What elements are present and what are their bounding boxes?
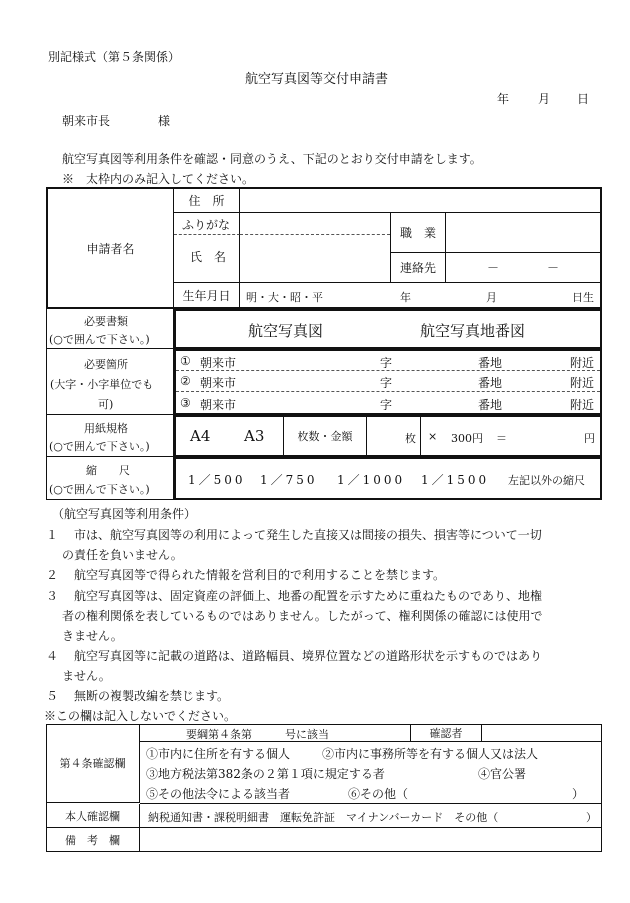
location-num: ① bbox=[180, 354, 191, 368]
location-num: ② bbox=[180, 374, 191, 388]
location-near: 附近 bbox=[570, 398, 595, 412]
name-label: 氏 名 bbox=[174, 235, 240, 283]
condition-text: 航空写真図等で得られた情報を営利目的で利用することを禁じます。 bbox=[74, 568, 446, 582]
art4-option-1: ①市内に住所を有する個人 bbox=[146, 747, 291, 761]
times-sign: × bbox=[428, 430, 438, 443]
contact-input[interactable]: － － bbox=[446, 253, 600, 283]
location-banchi: 番地 bbox=[478, 356, 503, 370]
address-label: 住 所 bbox=[174, 189, 240, 213]
condition-text: ません。 bbox=[62, 669, 111, 683]
form-ref: 別記様式（第５条関係） bbox=[48, 50, 181, 64]
location-city: 朝来市 bbox=[200, 356, 237, 370]
document-option-aerial[interactable]: 航空写真図 bbox=[248, 322, 324, 340]
condition-num: ５ bbox=[46, 689, 59, 703]
scale-option-500[interactable]: 1／500 bbox=[188, 473, 246, 487]
unit-price: 300円 bbox=[451, 432, 483, 445]
scale-option-1500[interactable]: 1／1500 bbox=[421, 473, 490, 487]
scale-label-cell bbox=[46, 457, 174, 500]
condition-text: 市は、航空写真図等の利用によって発生した直接又は間接の損失、損害等について一切 bbox=[74, 528, 542, 542]
yen-unit: 円 bbox=[584, 432, 595, 445]
paper-option-a3[interactable]: A3 bbox=[244, 427, 265, 445]
form-title: 航空写真図等交付申請書 bbox=[245, 72, 389, 87]
paper-instruction: (○で囲んで下さい。) bbox=[49, 440, 150, 453]
date-day: 日 bbox=[577, 92, 590, 106]
art4-header: 要綱第４条第 号に該当 bbox=[186, 728, 329, 741]
paper-label: 用紙規格 bbox=[84, 422, 128, 435]
location-row[interactable] bbox=[176, 351, 600, 371]
art4-option-3: ③地方税法第382条の２第１項に規定する者 bbox=[146, 767, 385, 781]
occupation-label: 職 業 bbox=[390, 213, 446, 253]
condition-num: ４ bbox=[46, 649, 59, 663]
date-month: 月 bbox=[538, 92, 551, 106]
condition-text: きません。 bbox=[62, 629, 123, 643]
documents-label: 必要書類 bbox=[84, 315, 128, 328]
location-near: 附近 bbox=[570, 376, 595, 390]
scale-option-other[interactable]: 左記以外の縮尺 bbox=[508, 474, 585, 487]
addressee: 朝来市長 様 bbox=[62, 114, 171, 128]
locations-instruction-2: 可) bbox=[98, 398, 114, 411]
locations-label-cell bbox=[46, 349, 174, 415]
location-aza: 字 bbox=[380, 356, 393, 370]
contact-label: 連絡先 bbox=[390, 253, 446, 283]
location-city: 朝来市 bbox=[200, 376, 237, 390]
art4-option-6: ⑥その他（ bbox=[348, 787, 409, 801]
date-year: 年 bbox=[497, 92, 510, 106]
condition-num: １ bbox=[46, 528, 59, 542]
documents-frame bbox=[174, 309, 602, 349]
condition-text: 航空写真図等は、固定資産の評価上、地番の配置を示すために重ねたものであり、地権 bbox=[74, 589, 543, 603]
name-input[interactable] bbox=[240, 235, 390, 283]
art4-option-5: ⑤その他法令による該当者 bbox=[146, 787, 291, 801]
furigana-input[interactable] bbox=[240, 213, 390, 235]
location-banchi: 番地 bbox=[478, 376, 503, 390]
office-use-note: ※この欄は記入しないでください。 bbox=[44, 709, 237, 723]
locations-label: 必要箇所 bbox=[84, 358, 128, 371]
location-city: 朝来市 bbox=[200, 398, 237, 412]
sheets-unit: 枚 bbox=[405, 432, 416, 445]
occupation-input[interactable] bbox=[446, 213, 600, 253]
scale-option-750[interactable]: 1／750 bbox=[260, 473, 318, 487]
paper-label-cell bbox=[46, 415, 174, 457]
paper-option-a4[interactable]: A4 bbox=[190, 427, 211, 445]
birthday-born: 日生 bbox=[572, 291, 594, 304]
birthday-label: 生年月日 bbox=[174, 283, 240, 307]
condition-num: ３ bbox=[46, 589, 59, 603]
art4-label: 第４条確認欄 bbox=[46, 724, 140, 803]
id-check-close: ） bbox=[586, 811, 597, 824]
scale-label: 縮 尺 bbox=[86, 464, 130, 477]
paper-frame bbox=[174, 415, 602, 457]
thick-frame-note: ※ 太枠内のみ記入してください。 bbox=[62, 172, 255, 186]
location-row[interactable] bbox=[176, 371, 600, 392]
id-check-options: 納税通知書・課税明細書 運転免許証 マイナンバーカード その他（ bbox=[148, 811, 499, 824]
location-near: 附近 bbox=[570, 356, 595, 370]
location-aza: 字 bbox=[380, 376, 393, 390]
condition-num: ２ bbox=[46, 568, 59, 582]
count-fee-label: 枚数・金額 bbox=[283, 417, 367, 455]
location-num: ③ bbox=[180, 396, 191, 410]
confirmer-label: 確認者 bbox=[410, 724, 482, 742]
locations-instruction: (大字・小字単位でも bbox=[50, 378, 154, 391]
art4-option-6-close: ） bbox=[572, 787, 585, 801]
location-aza: 字 bbox=[380, 398, 393, 412]
address-input[interactable] bbox=[240, 189, 600, 213]
condition-text: 者の権利関係を表しているものではありません。したがって、権利関係の確認には使用で bbox=[62, 609, 543, 623]
location-row[interactable] bbox=[176, 392, 600, 413]
sheets-divider bbox=[420, 417, 421, 455]
intro-text: 航空写真図等利用条件を確認・同意のうえ、下記のとおり交付申請をします。 bbox=[62, 152, 482, 166]
condition-text: の責任を負いません。 bbox=[62, 548, 183, 562]
art4-option-2: ②市内に事務所等を有する個人又は法人 bbox=[322, 747, 539, 761]
applicant-label: 申請者名 bbox=[48, 189, 174, 307]
condition-text: 航空写真図等に記載の道路は、道路幅員、境界位置などの道路形状を示すものではあり bbox=[74, 649, 543, 663]
remarks-label: 備 考 欄 bbox=[46, 828, 140, 852]
scale-option-1000[interactable]: 1／1000 bbox=[337, 473, 406, 487]
documents-instruction: (○で囲んで下さい。) bbox=[49, 333, 150, 346]
scale-instruction: (○で囲んで下さい。) bbox=[49, 483, 150, 496]
birthday-year: 年 bbox=[400, 291, 411, 304]
conditions-heading: （航空写真図等利用条件） bbox=[52, 507, 197, 521]
birthday-era[interactable]: 明・大・昭・平 bbox=[246, 291, 323, 304]
id-check-label: 本人確認欄 bbox=[46, 804, 140, 828]
equals-sign: ＝ bbox=[496, 432, 507, 445]
location-banchi: 番地 bbox=[478, 398, 503, 412]
birthday-month: 月 bbox=[486, 291, 497, 304]
condition-text: 無断の複製改編を禁じます。 bbox=[74, 689, 230, 703]
furigana-label: ふりがな bbox=[174, 213, 240, 235]
art4-option-4: ④官公署 bbox=[478, 767, 527, 781]
documents-label-cell bbox=[46, 309, 174, 349]
document-option-lot-map[interactable]: 航空写真地番図 bbox=[420, 322, 526, 340]
